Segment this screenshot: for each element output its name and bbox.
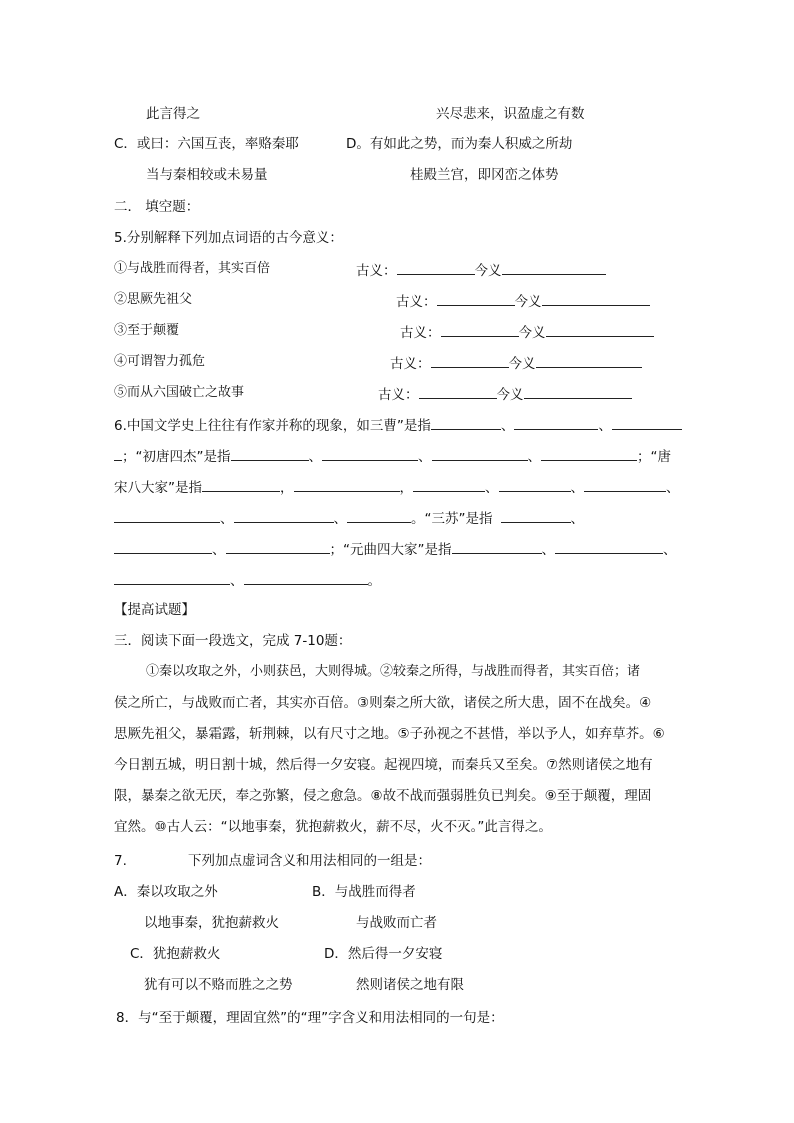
question-6-line-4 [114, 507, 584, 529]
passage-line-1: ①秦以攻取之外，小则获邑，大则得城。②较秦之所得，与战胜而得者，其实百倍；诸 [146, 664, 641, 679]
passage-line-5: 限，暴秦之欲无厌，奉之弥繁，侵之愈急。⑧故不战而强弱胜负已判矣。⑨至于颠覆，理固 [114, 788, 652, 804]
chutang-blank-3[interactable] [432, 445, 528, 461]
yuanqu-label: “元曲四大家”是指 [343, 542, 452, 558]
tangsong-label: 宋八大家”是指 [114, 480, 202, 496]
separator: ， [399, 480, 413, 496]
sancao-blank-2[interactable] [514, 414, 598, 430]
q5-item-5-answer [378, 383, 632, 405]
separator: 、 [308, 449, 322, 465]
q7-option-c: C．犹抱薪救火 [130, 946, 221, 962]
q7-option-c-line2: 犹有可以不赂而胜之之势 [144, 977, 293, 993]
tangsong-blank-6[interactable] [114, 507, 220, 523]
q5-item-5: ⑤而从六国破亡之故事 [114, 385, 245, 400]
chutang-blank-2[interactable] [322, 445, 418, 461]
yuanqu-blank-4[interactable] [244, 569, 368, 585]
separator: 、 [598, 418, 612, 434]
question-5-prompt: 5.分别解释下列加点词语的古今意义： [114, 230, 343, 246]
question-6-line-3 [114, 476, 680, 498]
q7-option-a: A．秦以攻取之外 [114, 884, 218, 900]
separator: 、 [500, 418, 515, 434]
separator: ， [280, 480, 294, 496]
q5-item-3-answer [400, 321, 654, 343]
jin-label: 今义 [518, 325, 546, 341]
separator: ； [122, 449, 136, 465]
question-6-line-5 [114, 538, 677, 560]
jin-label: 今义 [514, 294, 542, 310]
sansu-label: “三苏”是指 [424, 511, 493, 527]
jin-label: 今义 [508, 356, 536, 372]
yuanqu-blank-3[interactable] [114, 569, 230, 585]
separator: 、 [570, 480, 584, 496]
q5-item-4-answer [390, 352, 642, 374]
question-6-line-1 [114, 414, 682, 436]
jin-blank[interactable] [536, 352, 642, 368]
jin-blank[interactable] [542, 290, 650, 306]
q7-option-b-line2: 与战败而亡者 [356, 915, 437, 931]
separator: 。 [367, 573, 381, 589]
separator: 、 [666, 480, 680, 496]
separator: 、 [212, 542, 226, 558]
jin-label: 今义 [496, 387, 524, 403]
sancao-blank-1[interactable] [431, 414, 501, 430]
tangsong-blank-1[interactable] [202, 476, 280, 492]
gu-label: 古义： [390, 356, 431, 372]
q7-option-d-line2: 然则诸侯之地有限 [356, 977, 464, 993]
passage-line-6: 宜然。⑩古人云：“以地事秦，犹抱薪救火，薪不尽，火不灭。”此言得之。 [114, 819, 552, 835]
gu-blank[interactable] [437, 290, 515, 306]
question-8-prompt: 8．与“至于颠覆，理固宜然”的“理”字含义和用法相同的一句是： [116, 1010, 504, 1026]
q6-intro: 6.中国文学史上往往有作家并称的现象，如三曹”是指 [114, 418, 431, 434]
q5-item-1: ①与战胜而得者，其实百倍 [114, 261, 271, 276]
choice-b-line2-right: 兴尽悲来，识盈虚之有数 [436, 106, 585, 122]
question-7-prompt: 下列加点虚词含义和用法相同的一组是： [188, 853, 431, 869]
choice-d: D。有如此之势，而为秦人积威之所劫 [346, 136, 573, 152]
section-3-prompt: 三．阅读下面一段选文，完成 7-10题： [114, 633, 352, 649]
separator: 、 [418, 449, 432, 465]
q5-item-4: ④可谓智力孤危 [114, 354, 206, 369]
tang-label-start: “唐 [650, 449, 671, 465]
separator: 、 [230, 573, 244, 589]
separator: 、 [485, 480, 499, 496]
advanced-heading: 【提高试题】 [114, 602, 195, 618]
tangsong-blank-8[interactable] [347, 507, 411, 523]
separator: 、 [220, 511, 234, 527]
gu-label: 古义： [396, 294, 437, 310]
separator: ； [329, 542, 343, 558]
gu-blank[interactable] [419, 383, 497, 399]
separator: ； [637, 449, 651, 465]
q7-option-a-line2: 以地事秦，犹抱薪救火 [144, 915, 279, 931]
separator: 、 [663, 542, 677, 558]
tangsong-blank-3[interactable] [413, 476, 485, 492]
separator: 、 [333, 511, 347, 527]
question-6-line-2 [114, 445, 671, 467]
yuanqu-blank-2[interactable] [555, 538, 663, 554]
choice-c: C．或曰：六国互丧，率赂秦耶 [114, 136, 299, 152]
choice-c-line2: 当与秦相较或未易量 [146, 167, 268, 183]
choice-d-line2: 桂殿兰宫，即冈峦之体势 [410, 167, 559, 183]
chutang-label: “初唐四杰”是指 [135, 449, 231, 465]
tangsong-blank-7[interactable] [234, 507, 334, 523]
separator: 、 [527, 449, 541, 465]
choice-b-line2: 此言得之 [146, 106, 200, 122]
separator: 。 [411, 511, 425, 527]
question-7-number: 7. [114, 853, 127, 869]
q5-item-1-answer [356, 259, 606, 281]
sansu-blank-2[interactable] [114, 538, 212, 554]
tangsong-blank-5[interactable] [584, 476, 666, 492]
q7-option-d: D．然后得一夕安寝 [324, 946, 443, 962]
tangsong-blank-2[interactable] [294, 476, 400, 492]
sancao-blank-3-cont[interactable] [114, 445, 122, 461]
q5-item-2: ②思厥先祖父 [114, 292, 193, 307]
gu-label: 古义： [400, 325, 441, 341]
gu-blank[interactable] [397, 259, 475, 275]
gu-blank[interactable] [441, 321, 519, 337]
passage-line-4: 今日割五城，明日割十城，然后得一夕安寝。起视四境，而秦兵又至矣。⑦然则诸侯之地有 [114, 757, 653, 773]
sansu-blank-1[interactable] [501, 507, 571, 523]
q7-option-b: B．与战胜而得者 [312, 884, 416, 900]
yuanqu-blank-1[interactable] [452, 538, 542, 554]
sancao-blank-3[interactable] [612, 414, 682, 430]
chutang-blank-1[interactable] [231, 445, 309, 461]
chutang-blank-4[interactable] [541, 445, 637, 461]
question-6-line-6 [114, 569, 381, 591]
tangsong-blank-4[interactable] [499, 476, 571, 492]
passage-line-2: 侯之所亡，与战败而亡者，其实亦百倍。③则秦之所大欲，诸侯之所大患，固不在战矣。④ [114, 695, 652, 711]
sansu-blank-3[interactable] [226, 538, 330, 554]
gu-blank[interactable] [431, 352, 509, 368]
gu-label: 古义： [378, 387, 419, 403]
q5-item-3: ③至于颠覆 [114, 323, 180, 338]
jin-blank[interactable] [546, 321, 654, 337]
gu-label: 古义： [356, 263, 397, 279]
separator: 、 [541, 542, 555, 558]
jin-label: 今义 [474, 263, 502, 279]
q5-item-2-answer [396, 290, 650, 312]
separator: 、 [570, 511, 584, 527]
section-2-heading: 二． 填空题： [114, 199, 200, 215]
jin-blank[interactable] [524, 383, 632, 399]
passage-line-3: 思厥先祖父，暴霜露，斩荆棘，以有尺寸之地。⑤子孙视之不甚惜，举以予人，如弃草芥。⑥ [114, 726, 665, 742]
jin-blank[interactable] [502, 259, 606, 275]
